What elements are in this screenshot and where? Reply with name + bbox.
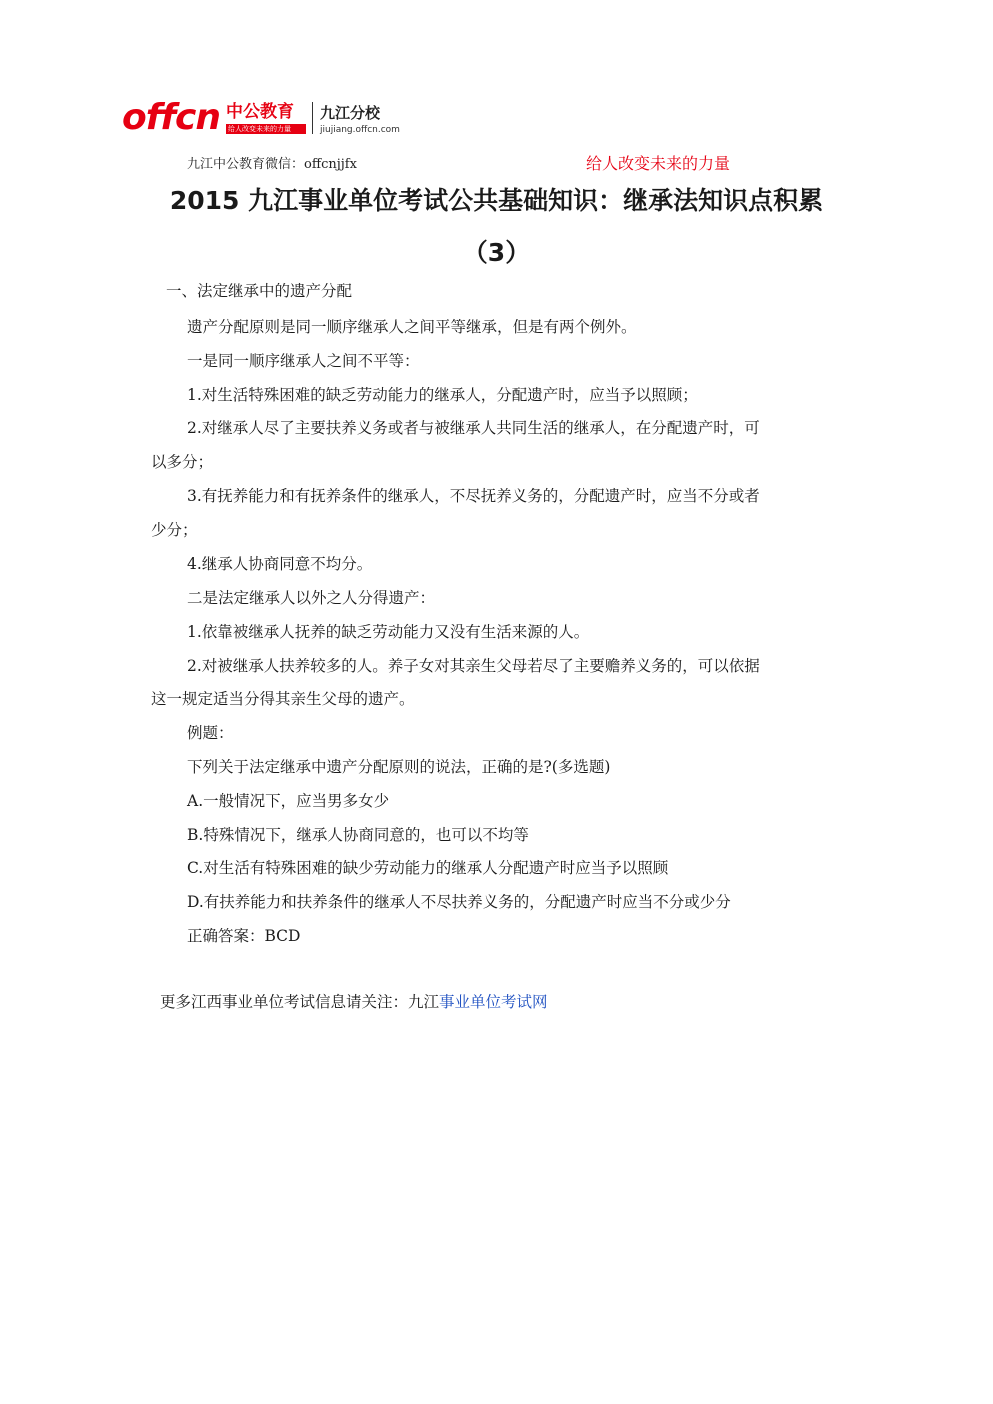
answer: 正确答案：BCD [187, 927, 301, 945]
option-d: D.有扶养能力和扶养条件的继承人不尽扶养义务的，分配遗产时应当不分或少分 [187, 893, 731, 911]
list-item: 2.对被继承人扶养较多的人。养子女对其亲生父母若尽了主要赡养义务的，可以依据 [187, 657, 760, 675]
paragraph: 二是法定继承人以外之人分得遗产： [187, 589, 436, 607]
option-b: B.特殊情况下，继承人协商同意的，也可以不均等 [187, 826, 529, 844]
list-item: 1.依靠被继承人抚养的缺乏劳动能力又没有生活来源的人。 [187, 623, 590, 641]
example-label: 例题： [187, 724, 234, 742]
paragraph: 一是同一顺序继承人之间不平等： [187, 352, 420, 370]
logo-tagline: 给人改变未来的力量 [228, 125, 291, 133]
option-c: C.对生活有特殊困难的缺少劳动能力的继承人分配遗产时应当予以照顾 [187, 859, 669, 877]
offcn-logo [122, 96, 402, 142]
logo-wordmark: offcn [122, 97, 221, 138]
example-question: 下列关于法定继承中遗产分配原则的说法，正确的是?(多选题) [187, 758, 611, 776]
page-title-part: （3） [462, 238, 531, 267]
wechat-info: 九江中公教育微信：offcnjjfx [187, 157, 357, 172]
logo-brand-name: 中公教育 [226, 102, 294, 122]
paragraph: 遗产分配原则是同一顺序继承人之间平等继承，但是有两个例外。 [187, 318, 637, 336]
footer-note [160, 992, 548, 1012]
logo-divider [312, 102, 313, 134]
list-item-continuation: 这一规定适当分得其亲生父母的遗产。 [151, 690, 415, 708]
section-heading: 一、法定继承中的遗产分配 [166, 282, 353, 300]
list-item: 2.对继承人尽了主要扶养义务或者与被继承人共同生活的继承人，在分配遗产时，可 [187, 419, 760, 437]
logo-branch: 九江分校 [320, 104, 381, 122]
footer-link[interactable]: 事业单位考试网 [439, 993, 548, 1011]
footer-prefix: 更多江西事业单位考试信息请关注：九江 [160, 993, 440, 1011]
list-item-continuation: 以多分； [151, 453, 214, 471]
header-slogan: 给人改变未来的力量 [586, 154, 731, 173]
page-title: 2015 九江事业单位考试公共基础知识：继承法知识点积累 [169, 186, 824, 215]
list-item: 3.有抚养能力和有抚养条件的继承人，不尽抚养义务的，分配遗产时，应当不分或者 [187, 487, 760, 505]
logo-domain: jiujiang.offcn.com [320, 125, 400, 135]
list-item: 4.继承人协商同意不均分。 [187, 555, 373, 573]
list-item: 1.对生活特殊困难的缺乏劳动能力的继承人，分配遗产时，应当予以照顾； [187, 386, 698, 404]
list-item-continuation: 少分； [151, 521, 198, 539]
option-a: A.一般情况下，应当男多女少 [187, 792, 390, 810]
